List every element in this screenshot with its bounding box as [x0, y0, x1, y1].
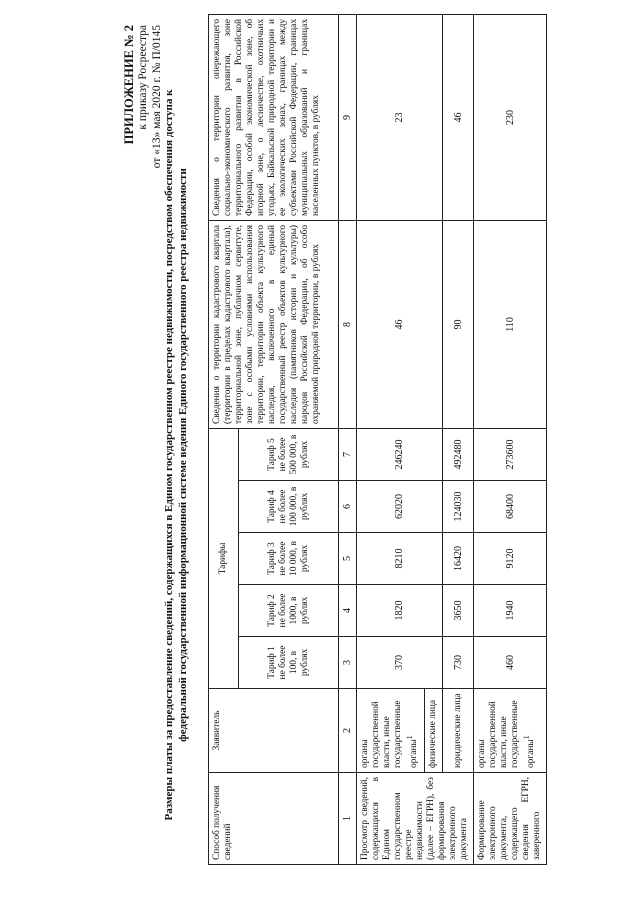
header-method: Способ получения сведений — [209, 773, 339, 865]
header-tariff-5: Тариф 5 не более 500 000, в рублях — [239, 428, 339, 480]
header-col8: Сведения о территории кадастрового квартала (территории в пределах кадастрового квартала), территориальной зоне, публичном сервитуте, зоне с особыми условиями использования территории, территории объекта культурного наследия, включенного в единый государственный реестр объектов культурного наследия (памятников истории и культуры) народов Российской Федерации, об особо охраняемой природной территории, в рублях — [209, 220, 339, 428]
applicant-cell — [474, 689, 547, 773]
value-cell: 46 — [357, 220, 443, 428]
col-number: 8 — [339, 220, 357, 428]
value-cell: 246240 — [357, 428, 443, 480]
col-number: 4 — [339, 585, 357, 637]
value-cell: 9120 — [474, 533, 547, 585]
applicant-text: органы государственной власти, иные государственные органы — [477, 700, 537, 768]
method-cell-view: Просмотр сведений, содержащихся в Едином государственном реестре недвижимости (далее – ЕГРН), без формирования электронного документа — [357, 773, 474, 865]
header-tariff-1: Тариф 1 не более 100, в рублях — [239, 637, 339, 689]
value-cell: 90 — [443, 220, 474, 428]
value-cell: 230 — [474, 14, 547, 220]
applicant-cell — [357, 689, 425, 773]
applicant-text: органы государственной власти, иные государственные органы — [360, 700, 420, 768]
table-row — [357, 14, 425, 864]
value-cell: 370 — [357, 637, 443, 689]
value-cell: 1820 — [357, 585, 443, 637]
value-cell: 16420 — [443, 533, 474, 585]
header-tariffs: Тарифы — [209, 428, 239, 688]
col-number: 3 — [339, 637, 357, 689]
col-number: 9 — [339, 14, 357, 220]
value-cell: 110 — [474, 220, 547, 428]
value-cell: 492480 — [443, 428, 474, 480]
footnote-mark: 1 — [522, 735, 531, 740]
col-number: 1 — [339, 773, 357, 865]
applicant-cell: физические лица — [425, 689, 443, 773]
value-cell: 23 — [357, 14, 443, 220]
value-cell: 3650 — [443, 585, 474, 637]
value-cell: 8210 — [357, 533, 443, 585]
document-title: Размеры платы за предоставление сведений, содержащихся в Едином государственном реестре недвижимости, посредством обеспечения доступа к федеральной государственной информационной системе ведения Единого государственного реестра недвижимости — [163, 89, 189, 821]
footnote-mark: 1 — [405, 735, 414, 740]
appendix-date-line: от «13» мая 2020 г. № П/0145 — [151, 25, 163, 169]
value-cell: 460 — [474, 637, 547, 689]
col-number: 6 — [339, 481, 357, 533]
table-row — [443, 14, 474, 864]
appendix-block — [122, 25, 164, 245]
header-tariff-4: Тариф 4 не более 100 000, в рублях — [239, 481, 339, 533]
col-number: 2 — [339, 689, 357, 773]
value-cell: 62020 — [357, 481, 443, 533]
value-cell: 273600 — [474, 428, 547, 480]
header-col9: Сведения о территории опережающего социально-экономического развития, зоне территориального развития в Российской Федерации, особой экономической зоне, об игорной зоне, о лесничестве, охотничьих угодьях, Байкальской природной территории и ее экологических зонах, границах между субъектами Российской Федерации, границах муниципальных образований и границах населенных пунктов, в рублях — [209, 14, 339, 220]
value-cell: 1940 — [474, 585, 547, 637]
fees-table — [208, 14, 547, 865]
table-row — [474, 14, 547, 864]
appendix-order-line: к приказу Росреестра — [137, 25, 149, 130]
value-cell: 730 — [443, 637, 474, 689]
value-cell: 68400 — [474, 481, 547, 533]
value-cell: 46 — [443, 14, 474, 220]
col-number: 5 — [339, 533, 357, 585]
appendix-title: ПРИЛОЖЕНИЕ № 2 — [122, 25, 136, 145]
applicant-cell: юридические лица — [443, 689, 474, 773]
method-cell-document: Формирование электронного документа, содержащего сведения ЕГРН, заверенного — [474, 773, 547, 865]
value-cell: 124030 — [443, 481, 474, 533]
header-tariff-3: Тариф 3 не более 10 000, в рублях — [239, 533, 339, 585]
header-applicant: Заявитель — [209, 689, 339, 773]
col-number: 7 — [339, 428, 357, 480]
header-tariff-2: Тариф 2 не более 1000, в рублях — [239, 585, 339, 637]
